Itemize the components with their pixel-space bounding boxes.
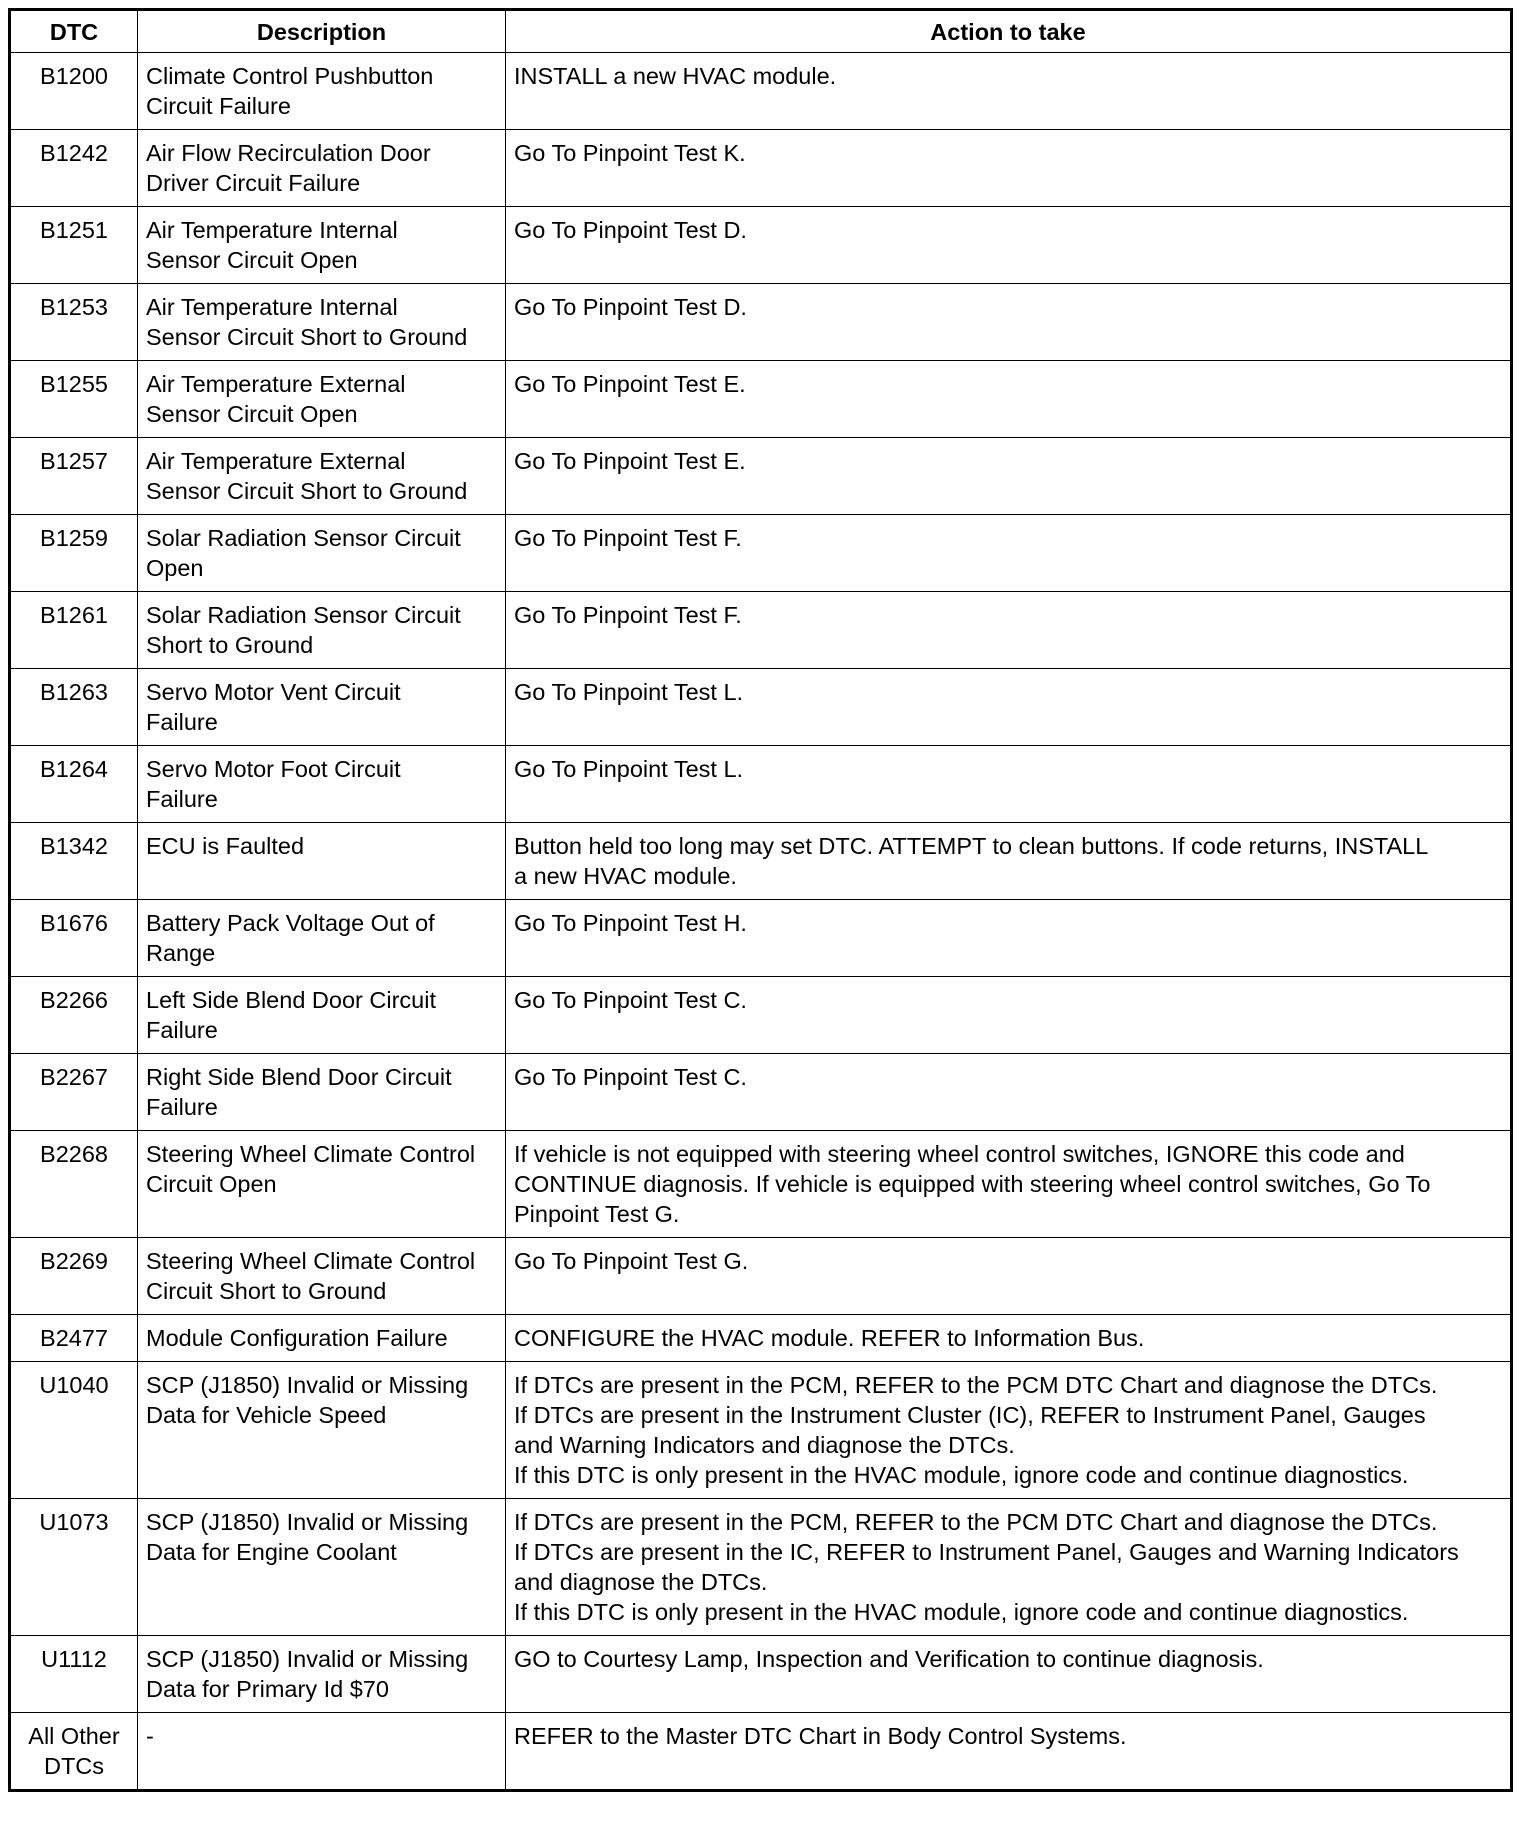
dtc-code: B2267: [10, 1054, 138, 1131]
dtc-action: [506, 823, 1512, 900]
table-row: [10, 130, 1512, 207]
dtc-description: [138, 900, 506, 977]
description-line: Solar Radiation Sensor Circuit: [146, 525, 461, 551]
table-row: [10, 207, 1512, 284]
table-row: [10, 515, 1512, 592]
action-line: If this DTC is only present in the HVAC module, ignore code and continue diagnostics.: [514, 1599, 1409, 1625]
dtc-description: [138, 1713, 506, 1791]
table-row: [10, 1362, 1512, 1499]
description-line: -: [146, 1723, 154, 1749]
table-row: [10, 1238, 1512, 1315]
action-line: If DTCs are present in the IC, REFER to Instrument Panel, Gauges and Warning Indicators: [514, 1539, 1459, 1565]
table-row: [10, 1636, 1512, 1713]
table-row: [10, 977, 1512, 1054]
action-line: a new HVAC module.: [514, 863, 737, 889]
action-line: Go To Pinpoint Test E.: [514, 448, 746, 474]
action-line: Go To Pinpoint Test F.: [514, 602, 742, 628]
dtc-description: [138, 207, 506, 284]
dtc-code: B1261: [10, 592, 138, 669]
dtc-action: [506, 53, 1512, 130]
dtc-action: [506, 1315, 1512, 1362]
header-dtc: DTC: [10, 10, 138, 53]
description-line: Steering Wheel Climate Control: [146, 1248, 476, 1274]
description-line: Right Side Blend Door Circuit: [146, 1064, 452, 1090]
dtc-code: B1200: [10, 53, 138, 130]
action-line: Go To Pinpoint Test D.: [514, 217, 747, 243]
description-line: Climate Control Pushbutton: [146, 63, 434, 89]
description-line: Air Temperature Internal: [146, 217, 398, 243]
description-line: Circuit Failure: [146, 93, 291, 119]
description-line: Circuit Open: [146, 1171, 277, 1197]
table-row: [10, 361, 1512, 438]
action-line: Go To Pinpoint Test K.: [514, 140, 746, 166]
action-line: If vehicle is not equipped with steering wheel control switches, IGNORE this code and: [514, 1141, 1405, 1167]
dtc-description: [138, 1238, 506, 1315]
description-line: Sensor Circuit Short to Ground: [146, 478, 468, 504]
dtc-action: [506, 361, 1512, 438]
description-line: Short to Ground: [146, 632, 314, 658]
action-line: If this DTC is only present in the HVAC module, ignore code and continue diagnostics.: [514, 1462, 1409, 1488]
description-line: SCP (J1850) Invalid or Missing: [146, 1509, 469, 1535]
dtc-code: B1259: [10, 515, 138, 592]
dtc-code: U1073: [10, 1499, 138, 1636]
dtc-code: All Other DTCs: [10, 1713, 138, 1791]
action-line: Go To Pinpoint Test E.: [514, 371, 746, 397]
dtc-code: B1253: [10, 284, 138, 361]
table-row: [10, 284, 1512, 361]
action-line: Go To Pinpoint Test H.: [514, 910, 747, 936]
action-line: CONTINUE diagnosis. If vehicle is equipped with steering wheel control switches, Go To: [514, 1171, 1431, 1197]
action-line: and diagnose the DTCs.: [514, 1569, 768, 1595]
dtc-description: [138, 284, 506, 361]
description-line: Circuit Short to Ground: [146, 1278, 387, 1304]
dtc-action: [506, 1499, 1512, 1636]
table-row: [10, 53, 1512, 130]
dtc-description: [138, 823, 506, 900]
description-line: Left Side Blend Door Circuit: [146, 987, 436, 1013]
dtc-action: [506, 669, 1512, 746]
dtc-code: B2477: [10, 1315, 138, 1362]
dtc-description: [138, 1315, 506, 1362]
description-line: Data for Primary Id $70: [146, 1676, 389, 1702]
dtc-action: [506, 207, 1512, 284]
dtc-action: [506, 515, 1512, 592]
description-line: Steering Wheel Climate Control: [146, 1141, 476, 1167]
description-line: Air Temperature Internal: [146, 294, 398, 320]
action-line: Go To Pinpoint Test F.: [514, 525, 742, 551]
dtc-action: [506, 1131, 1512, 1238]
dtc-action: [506, 746, 1512, 823]
dtc-description: [138, 592, 506, 669]
description-line: Data for Vehicle Speed: [146, 1402, 387, 1428]
header-row: [10, 10, 1512, 53]
description-line: Servo Motor Foot Circuit: [146, 756, 401, 782]
action-line: and Warning Indicators and diagnose the DTCs.: [514, 1432, 1015, 1458]
dtc-description: [138, 746, 506, 823]
dtc-code: B1257: [10, 438, 138, 515]
dtc-code: U1040: [10, 1362, 138, 1499]
action-line: Go To Pinpoint Test G.: [514, 1248, 749, 1274]
description-line: Failure: [146, 1094, 218, 1120]
description-line: Sensor Circuit Short to Ground: [146, 324, 468, 350]
dtc-code: B1676: [10, 900, 138, 977]
dtc-action: [506, 900, 1512, 977]
dtc-action: [506, 1054, 1512, 1131]
action-line: If DTCs are present in the Instrument Cluster (IC), REFER to Instrument Panel, Gauges: [514, 1402, 1426, 1428]
description-line: Failure: [146, 709, 218, 735]
description-line: Range: [146, 940, 216, 966]
dtc-action: [506, 592, 1512, 669]
dtc-action: [506, 1636, 1512, 1713]
description-line: Solar Radiation Sensor Circuit: [146, 602, 461, 628]
table-body: [10, 53, 1512, 1791]
table-row: [10, 1713, 1512, 1791]
dtc-description: [138, 977, 506, 1054]
dtc-code: B1263: [10, 669, 138, 746]
dtc-code: B1264: [10, 746, 138, 823]
dtc-description: [138, 1636, 506, 1713]
action-line: Button held too long may set DTC. ATTEMPT to clean buttons. If code returns, INSTALL: [514, 833, 1429, 859]
action-line: Go To Pinpoint Test C.: [514, 1064, 747, 1090]
table-row: [10, 1499, 1512, 1636]
dtc-action: [506, 130, 1512, 207]
dtc-description: [138, 1362, 506, 1499]
dtc-code: B1242: [10, 130, 138, 207]
dtc-action: [506, 1362, 1512, 1499]
dtc-action: [506, 438, 1512, 515]
description-line: Open: [146, 555, 204, 581]
description-line: Servo Motor Vent Circuit: [146, 679, 401, 705]
description-line: Battery Pack Voltage Out of: [146, 910, 435, 936]
table-row: [10, 669, 1512, 746]
dtc-action: [506, 284, 1512, 361]
dtc-description: [138, 515, 506, 592]
description-line: Sensor Circuit Open: [146, 401, 358, 427]
action-line: GO to Courtesy Lamp, Inspection and Verification to continue diagnosis.: [514, 1646, 1264, 1672]
description-line: SCP (J1850) Invalid or Missing: [146, 1646, 469, 1672]
dtc-description: [138, 130, 506, 207]
dtc-description: [138, 1131, 506, 1238]
dtc-code: U1112: [10, 1636, 138, 1713]
table-row: [10, 1054, 1512, 1131]
action-line: CONFIGURE the HVAC module. REFER to Information Bus.: [514, 1325, 1145, 1351]
dtc-code: B1255: [10, 361, 138, 438]
dtc-code: B2268: [10, 1131, 138, 1238]
description-line: Air Flow Recirculation Door: [146, 140, 431, 166]
dtc-code: B1342: [10, 823, 138, 900]
description-line: Air Temperature External: [146, 448, 406, 474]
dtc-description: [138, 1499, 506, 1636]
dtc-code: B2266: [10, 977, 138, 1054]
dtc-code: B2269: [10, 1238, 138, 1315]
description-line: ECU is Faulted: [146, 833, 305, 859]
table-row: [10, 746, 1512, 823]
action-line: REFER to the Master DTC Chart in Body Control Systems.: [514, 1723, 1127, 1749]
dtc-description: [138, 361, 506, 438]
dtc-description: [138, 669, 506, 746]
description-line: Driver Circuit Failure: [146, 170, 361, 196]
action-line: If DTCs are present in the PCM, REFER to the PCM DTC Chart and diagnose the DTCs.: [514, 1509, 1438, 1535]
table-row: [10, 438, 1512, 515]
table-row: [10, 900, 1512, 977]
action-line: If DTCs are present in the PCM, REFER to the PCM DTC Chart and diagnose the DTCs.: [514, 1372, 1438, 1398]
dtc-action: [506, 977, 1512, 1054]
description-line: SCP (J1850) Invalid or Missing: [146, 1372, 469, 1398]
header-action: Action to take: [506, 10, 1512, 53]
description-line: Module Configuration Failure: [146, 1325, 448, 1351]
description-line: Failure: [146, 1017, 218, 1043]
action-line: Pinpoint Test G.: [514, 1201, 680, 1227]
table-row: [10, 1315, 1512, 1362]
dtc-table: [8, 8, 1513, 1792]
dtc-code: B1251: [10, 207, 138, 284]
action-line: Go To Pinpoint Test L.: [514, 679, 744, 705]
action-line: INSTALL a new HVAC module.: [514, 63, 837, 89]
description-line: Sensor Circuit Open: [146, 247, 358, 273]
dtc-description: [138, 53, 506, 130]
dtc-table-container: [8, 8, 1510, 1792]
dtc-action: [506, 1713, 1512, 1791]
description-line: Data for Engine Coolant: [146, 1539, 397, 1565]
header-description: Description: [138, 10, 506, 53]
action-line: Go To Pinpoint Test C.: [514, 987, 747, 1013]
table-row: [10, 592, 1512, 669]
description-line: Air Temperature External: [146, 371, 406, 397]
dtc-description: [138, 1054, 506, 1131]
dtc-description: [138, 438, 506, 515]
table-row: [10, 823, 1512, 900]
dtc-action: [506, 1238, 1512, 1315]
table-row: [10, 1131, 1512, 1238]
description-line: Failure: [146, 786, 218, 812]
action-line: Go To Pinpoint Test D.: [514, 294, 747, 320]
action-line: Go To Pinpoint Test L.: [514, 756, 744, 782]
